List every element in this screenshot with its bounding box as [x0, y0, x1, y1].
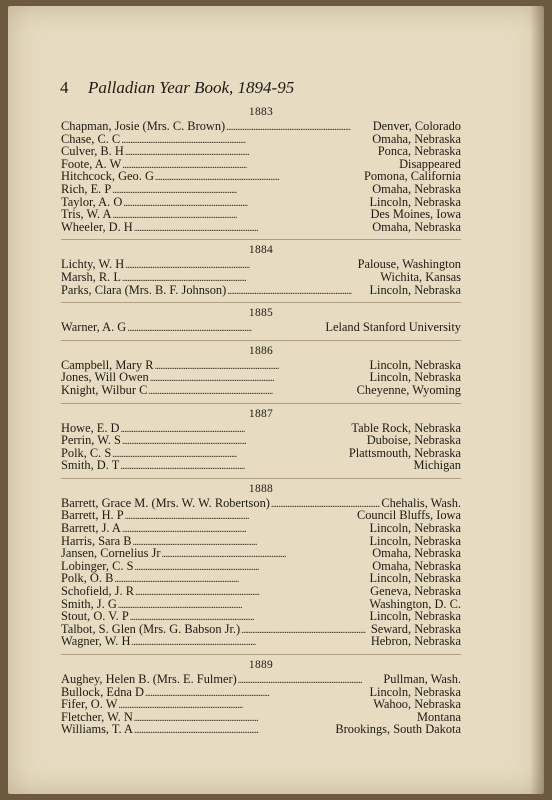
member-location: Omaha, Nebraska	[372, 181, 461, 196]
member-location: Lincoln, Nebraska	[369, 357, 461, 372]
page-header	[60, 78, 480, 98]
member-entry	[61, 208, 461, 221]
member-location: Lincoln, Nebraska	[369, 521, 461, 536]
class-year-heading: 1884	[248, 244, 274, 257]
member-name: Tris, W. A	[61, 207, 112, 222]
member-location: Lincoln, Nebraska	[369, 194, 461, 209]
member-name: Foote, A. W	[61, 156, 122, 171]
section-divider	[61, 340, 461, 341]
class-year-heading: 1887	[248, 407, 274, 420]
member-entry	[61, 145, 461, 158]
member-entry	[61, 610, 461, 623]
member-name: Howe, E. D	[61, 420, 120, 435]
member-name: Hitchcock, Geo. G	[61, 169, 154, 184]
member-name: Polk, C. S	[61, 445, 112, 460]
section-divider	[61, 654, 461, 655]
member-entry	[61, 447, 461, 460]
member-entry	[61, 183, 461, 196]
member-location: Plattsmouth, Nebraska	[348, 445, 461, 460]
member-entry	[61, 271, 461, 284]
year-section	[61, 344, 461, 397]
member-location: Brookings, South Dakota	[335, 722, 461, 737]
dot-leader	[148, 384, 355, 399]
member-name: Smith, D. T	[61, 458, 120, 473]
member-name: Jansen, Cornelius Jr	[61, 546, 161, 561]
class-year-heading: 1883	[248, 106, 274, 118]
member-name: Marsh, R. L	[61, 269, 121, 284]
member-name: Talbot, S. Glen (Mrs. G. Babson Jr.)	[61, 621, 241, 636]
member-location: Lincoln, Nebraska	[369, 571, 461, 586]
member-location: Wichita, Kansas	[380, 269, 461, 284]
member-location: Omaha, Nebraska	[372, 131, 461, 146]
member-name: Stout, O. V. P	[61, 609, 129, 624]
member-location: Pullman, Wash.	[383, 672, 461, 686]
member-location: Montana	[416, 709, 461, 724]
dot-leader	[134, 221, 371, 236]
page-spine-shadow	[530, 6, 544, 794]
member-location: Omaha, Nebraska	[372, 558, 461, 573]
member-entry	[61, 673, 461, 686]
member-name: Jones, Will Owen	[61, 370, 149, 385]
member-location: Council Bluffs, Iowa	[356, 508, 461, 523]
member-name: Parks, Clara (Mrs. B. F. Johnson)	[61, 282, 227, 297]
member-name: Lichty, W. H	[61, 257, 125, 272]
member-location: Des Moines, Iowa	[370, 207, 461, 222]
member-name: Harris, Sara B	[61, 533, 132, 548]
member-name: Barrett, J. A	[61, 521, 121, 536]
member-location: Cheyenne, Wyoming	[356, 382, 461, 397]
member-entry	[61, 221, 461, 234]
member-location: Table Rock, Nebraska	[351, 420, 461, 435]
section-divider	[61, 302, 461, 303]
member-location: Ponca, Nebraska	[377, 144, 461, 159]
year-section	[61, 243, 461, 296]
member-name: Warner, A. G	[61, 320, 127, 335]
member-entry	[61, 284, 461, 297]
member-name: Wheeler, D. H	[61, 219, 133, 234]
section-divider	[61, 403, 461, 404]
dot-leader	[134, 723, 334, 738]
member-name: Knight, Wilbur C	[61, 382, 148, 397]
member-name: Chapman, Josie (Mrs. C. Brown)	[61, 119, 226, 133]
class-year-heading: 1888	[248, 482, 274, 495]
member-location: Chehalis, Wash.	[381, 495, 461, 510]
member-entry	[61, 434, 461, 447]
member-name: Polk, O. B	[61, 571, 114, 586]
member-location: Lincoln, Nebraska	[369, 282, 461, 297]
member-name: Culver, B. H	[61, 144, 124, 159]
member-name: Aughey, Helen B. (Mrs. E. Fulmer)	[61, 672, 237, 686]
book-page	[8, 6, 544, 794]
section-divider	[61, 478, 461, 479]
member-location: Wahoo, Nebraska	[373, 697, 461, 712]
alumni-directory	[61, 103, 461, 736]
member-entry	[61, 585, 461, 598]
running-title: Palladian Year Book, 1894-95	[88, 78, 295, 97]
member-location: Omaha, Nebraska	[372, 546, 461, 561]
member-entry	[61, 635, 461, 648]
member-name: Barrett, Grace M. (Mrs. W. W. Robertson)	[61, 495, 270, 510]
member-location: Leland Stanford University	[325, 320, 461, 335]
member-entry	[61, 321, 461, 334]
member-location: Hebron, Nebraska	[370, 634, 461, 649]
dot-leader	[131, 635, 369, 650]
member-location: Palouse, Washington	[357, 257, 461, 272]
section-divider	[61, 239, 461, 240]
member-entry	[61, 522, 461, 535]
member-entry	[61, 723, 461, 736]
member-entry	[61, 384, 461, 397]
member-name: Smith, J. G	[61, 596, 117, 611]
member-name: Lobinger, C. S	[61, 558, 134, 573]
member-name: Bullock, Edna D	[61, 684, 144, 699]
member-name: Perrin, W. S	[61, 433, 121, 448]
member-location: Lincoln, Nebraska	[369, 684, 461, 699]
member-entry	[61, 698, 461, 711]
year-section	[61, 658, 461, 736]
member-entry	[61, 120, 461, 133]
member-name: Fletcher, W. N	[61, 709, 133, 724]
member-name: Campbell, Mary R	[61, 357, 154, 372]
year-section	[61, 105, 461, 233]
member-location: Omaha, Nebraska	[372, 219, 461, 234]
dot-leader	[127, 321, 324, 336]
dot-leader	[227, 284, 368, 299]
member-location: Lincoln, Nebraska	[369, 370, 461, 385]
member-name: Rich, E. P	[61, 181, 112, 196]
member-name: Fifer, O. W	[61, 697, 118, 712]
member-location: Seward, Nebraska	[370, 621, 461, 636]
member-entry	[61, 547, 461, 560]
year-section	[61, 306, 461, 334]
member-name: Taylor, A. O	[61, 194, 123, 209]
member-name: Chase, C. C	[61, 131, 121, 146]
year-section	[61, 407, 461, 472]
member-location: Washington, D. C.	[369, 596, 461, 611]
member-location: Lincoln, Nebraska	[369, 533, 461, 548]
member-name: Williams, T. A	[61, 722, 134, 737]
member-location: Denver, Colorado	[372, 119, 461, 133]
member-location: Duboise, Nebraska	[366, 433, 461, 448]
member-location: Michigan	[413, 458, 461, 473]
class-year-heading: 1886	[248, 344, 274, 357]
member-location: Geneva, Nebraska	[370, 584, 461, 599]
member-name: Wagner, W. H	[61, 634, 131, 649]
page-number: 4	[60, 78, 69, 97]
class-year-heading: 1889	[248, 659, 274, 671]
member-location: Lincoln, Nebraska	[369, 609, 461, 624]
class-year-heading: 1885	[248, 307, 274, 320]
member-location: Disappeared	[399, 156, 461, 171]
member-name: Schofield, J. R	[61, 584, 134, 599]
member-location: Pomona, California	[363, 169, 461, 184]
member-entry	[61, 459, 461, 472]
dot-leader	[120, 459, 412, 474]
year-section	[61, 482, 461, 648]
member-name: Barrett, H. P	[61, 508, 124, 523]
